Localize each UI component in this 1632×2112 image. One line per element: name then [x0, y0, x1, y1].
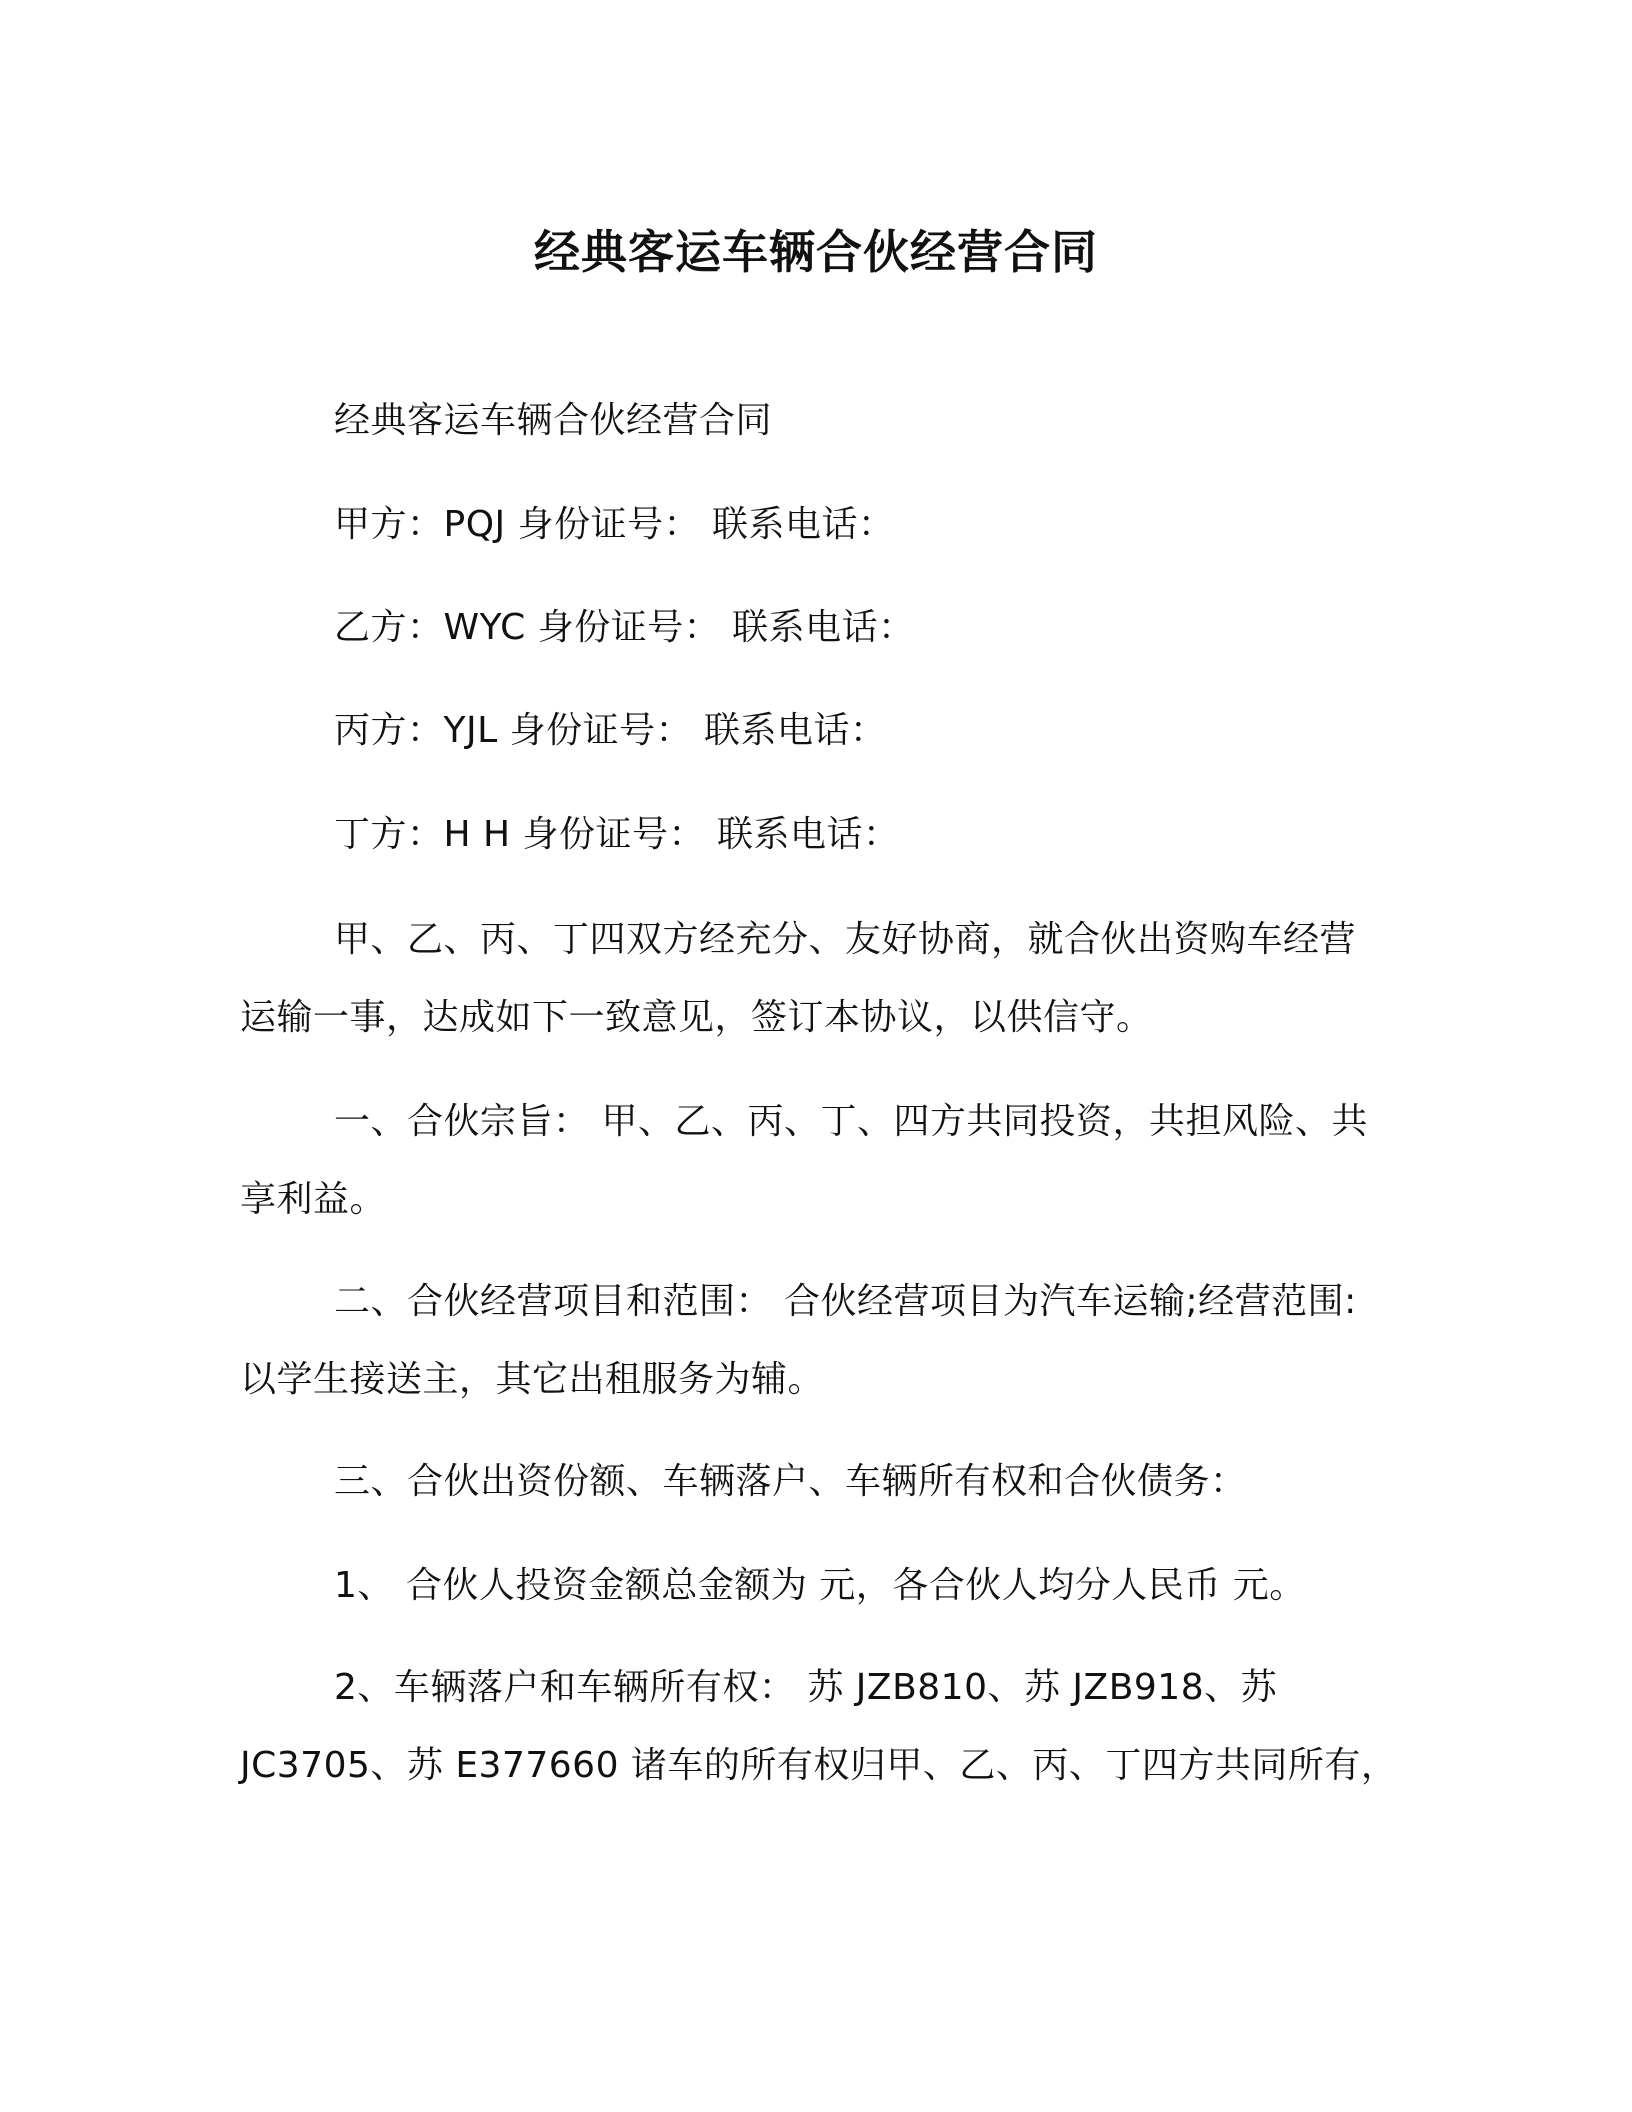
- intro-paragraph-line-2: 运输一事，达成如下一致意见，签订本协议，以供信守。: [240, 997, 1153, 1038]
- clause-3-item-2-line-1: 2、车辆落户和车辆所有权： 苏 JZB810、苏 JZB918、苏: [334, 1667, 1278, 1708]
- document-title: 经典客运车辆合伙经营合同: [534, 225, 1098, 279]
- clause-2-line-1: 二、合伙经营项目和范围： 合伙经营项目为汽车运输;经营范围:: [334, 1281, 1357, 1322]
- party-d-line: 丁方：H H 身份证号： 联系电话：: [334, 814, 900, 855]
- document-subtitle: 经典客运车辆合伙经营合同: [334, 400, 773, 441]
- clause-1-line-2: 享利益。: [240, 1179, 387, 1220]
- party-c-line: 丙方：YJL 身份证号： 联系电话：: [334, 710, 887, 751]
- intro-paragraph-line-1: 甲、乙、丙、丁四双方经充分、友好协商，就合伙出资购车经营: [334, 919, 1357, 960]
- party-a-line: 甲方：PQJ 身份证号： 联系电话：: [334, 504, 895, 545]
- clause-2-line-2: 以学生接送主，其它出租服务为辅。: [240, 1359, 825, 1400]
- clause-3-item-2-line-2: JC3705、苏 E377660 诸车的所有权归甲、乙、丙、丁四方共同所有，: [240, 1745, 1398, 1786]
- party-b-line: 乙方：WYC 身份证号： 联系电话：: [334, 607, 915, 648]
- clause-1-line-1: 一、合伙宗旨： 甲、乙、丙、丁、四方共同投资，共担风险、共: [334, 1101, 1368, 1142]
- clause-3-item-1: 1、 合伙人投资金额总金额为 元，各合伙人均分人民币 元。: [334, 1565, 1306, 1606]
- clause-3-heading: 三、合伙出资份额、车辆落户、车辆所有权和合伙债务：: [334, 1461, 1247, 1502]
